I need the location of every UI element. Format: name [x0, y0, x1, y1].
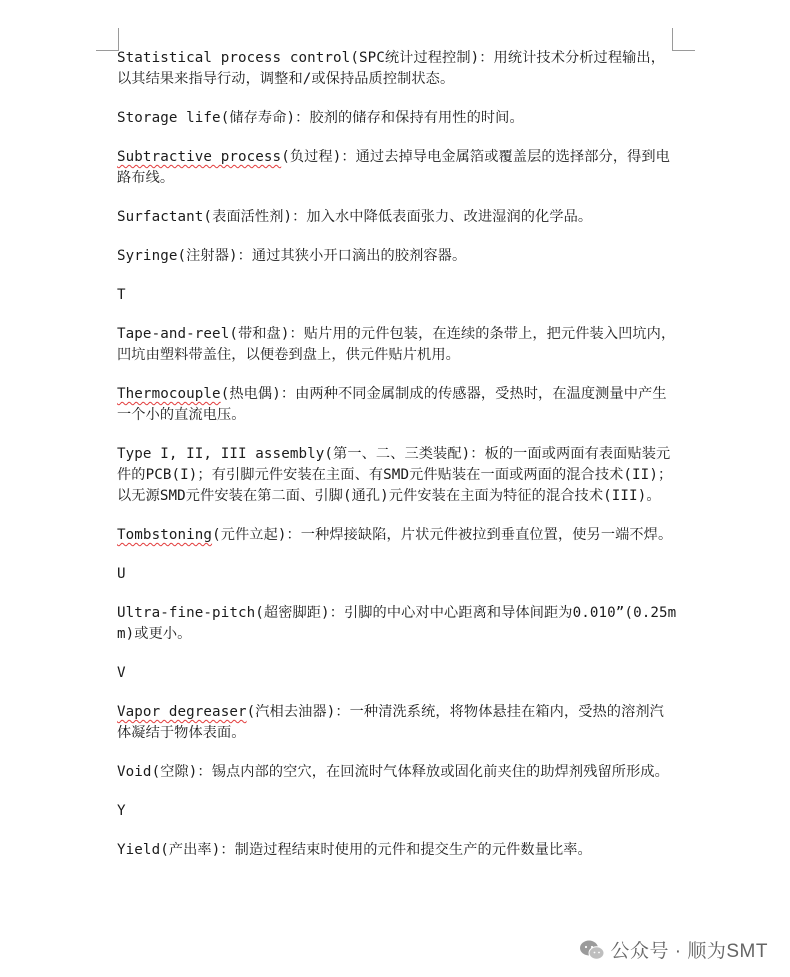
watermark — [579, 936, 769, 963]
glossary-definition: (表面活性剂)：加入水中降低表面张力、改进湿润的化学品。 — [203, 209, 593, 225]
glossary-definition: (元件立起)：一种焊接缺陷，片状元件被拉到垂直位置，使另一端不焊。 — [212, 527, 673, 543]
section-letter: T — [117, 287, 126, 303]
glossary-entry — [117, 840, 677, 861]
glossary-term: Storage life — [117, 110, 221, 126]
watermark-text: 公众号 · 顺为SMT — [610, 941, 768, 962]
glossary-entry — [117, 762, 677, 783]
section-letter: U — [117, 566, 126, 582]
glossary-entry — [117, 147, 677, 189]
glossary-entry — [117, 246, 677, 267]
glossary-definition: (负过程)：通过去掉导电金属箔或覆盖层的选择部分，得到电路布线。 — [117, 149, 670, 186]
glossary-term: Vapor degreaser — [117, 704, 247, 720]
document-body[interactable] — [117, 48, 677, 879]
glossary-term: Statistical process control — [117, 50, 351, 66]
wechat-icon — [579, 939, 605, 961]
glossary-entry — [117, 324, 677, 366]
glossary-definition: (超密脚距)：引脚的中心对中心距离和导体间距为0.010”(0.25mm)或更小。 — [117, 605, 677, 642]
glossary-term: Tombstoning — [117, 527, 213, 543]
glossary-definition: (储存寿命)：胶剂的储存和保持有用性的时间。 — [220, 110, 524, 126]
glossary-term: Subtractive process — [117, 149, 282, 165]
section-letter: V — [117, 665, 126, 681]
glossary-definition: (带和盘)：贴片用的元件包装，在连续的条带上，把元件装入凹坑内，凹坑由塑料带盖住，以便卷到盘上，供元件贴片机用。 — [117, 326, 676, 363]
glossary-term: Type I, II, III assembly — [117, 446, 325, 462]
page-corner-mark-top-left — [96, 28, 119, 51]
glossary-definition: (空隙)：锡点内部的空穴，在回流时气体释放或固化前夹住的助焊剂残留所形成。 — [151, 764, 669, 780]
glossary-entry — [117, 384, 677, 426]
glossary-definition: (产出率)：制造过程结束时使用的元件和提交生产的元件数量比率。 — [160, 842, 592, 858]
glossary-definition: (注射器)：通过其狭小开口滴出的胶剂容器。 — [177, 248, 467, 264]
glossary-definition: (第一、二、三类装配)：板的一面或两面有表面贴装元件的PCB(I)；有引脚元件安装在主面、有SMD元件贴装在一面或两面的混合技术(II)；以无源SMD元件安装在第二面、引脚(通孔)元件安装在主面为特征的混合技术(III)。 — [117, 446, 673, 504]
glossary-entry — [117, 207, 677, 228]
glossary-term: Surfactant — [117, 209, 204, 225]
glossary-entry — [117, 525, 677, 546]
glossary-entry — [117, 702, 677, 744]
glossary-term: Void — [117, 764, 152, 780]
glossary-term: Ultra-fine-pitch — [117, 605, 256, 621]
section-letter: Y — [117, 803, 126, 819]
glossary-entry — [117, 108, 677, 129]
glossary-term: Syringe — [117, 248, 178, 264]
glossary-definition: (热电偶)：由两种不同金属制成的传感器，受热时，在温度测量中产生一个小的直流电压。 — [117, 386, 667, 423]
glossary-term: Thermocouple — [117, 386, 221, 402]
glossary-definition: (汽相去油器)：一种清洗系统，将物体悬挂在箱内，受热的溶剂汽体凝结于物体表面。 — [117, 704, 664, 741]
glossary-term: Tape-and-reel — [117, 326, 230, 342]
glossary-term: Yield — [117, 842, 161, 858]
glossary-entry — [117, 603, 677, 645]
glossary-entry — [117, 48, 677, 90]
glossary-definition: (SPC统计过程控制)：用统计技术分析过程输出，以其结果来指导行动，调整和/或保持品质控制状态。 — [117, 50, 665, 87]
glossary-entry — [117, 444, 677, 507]
